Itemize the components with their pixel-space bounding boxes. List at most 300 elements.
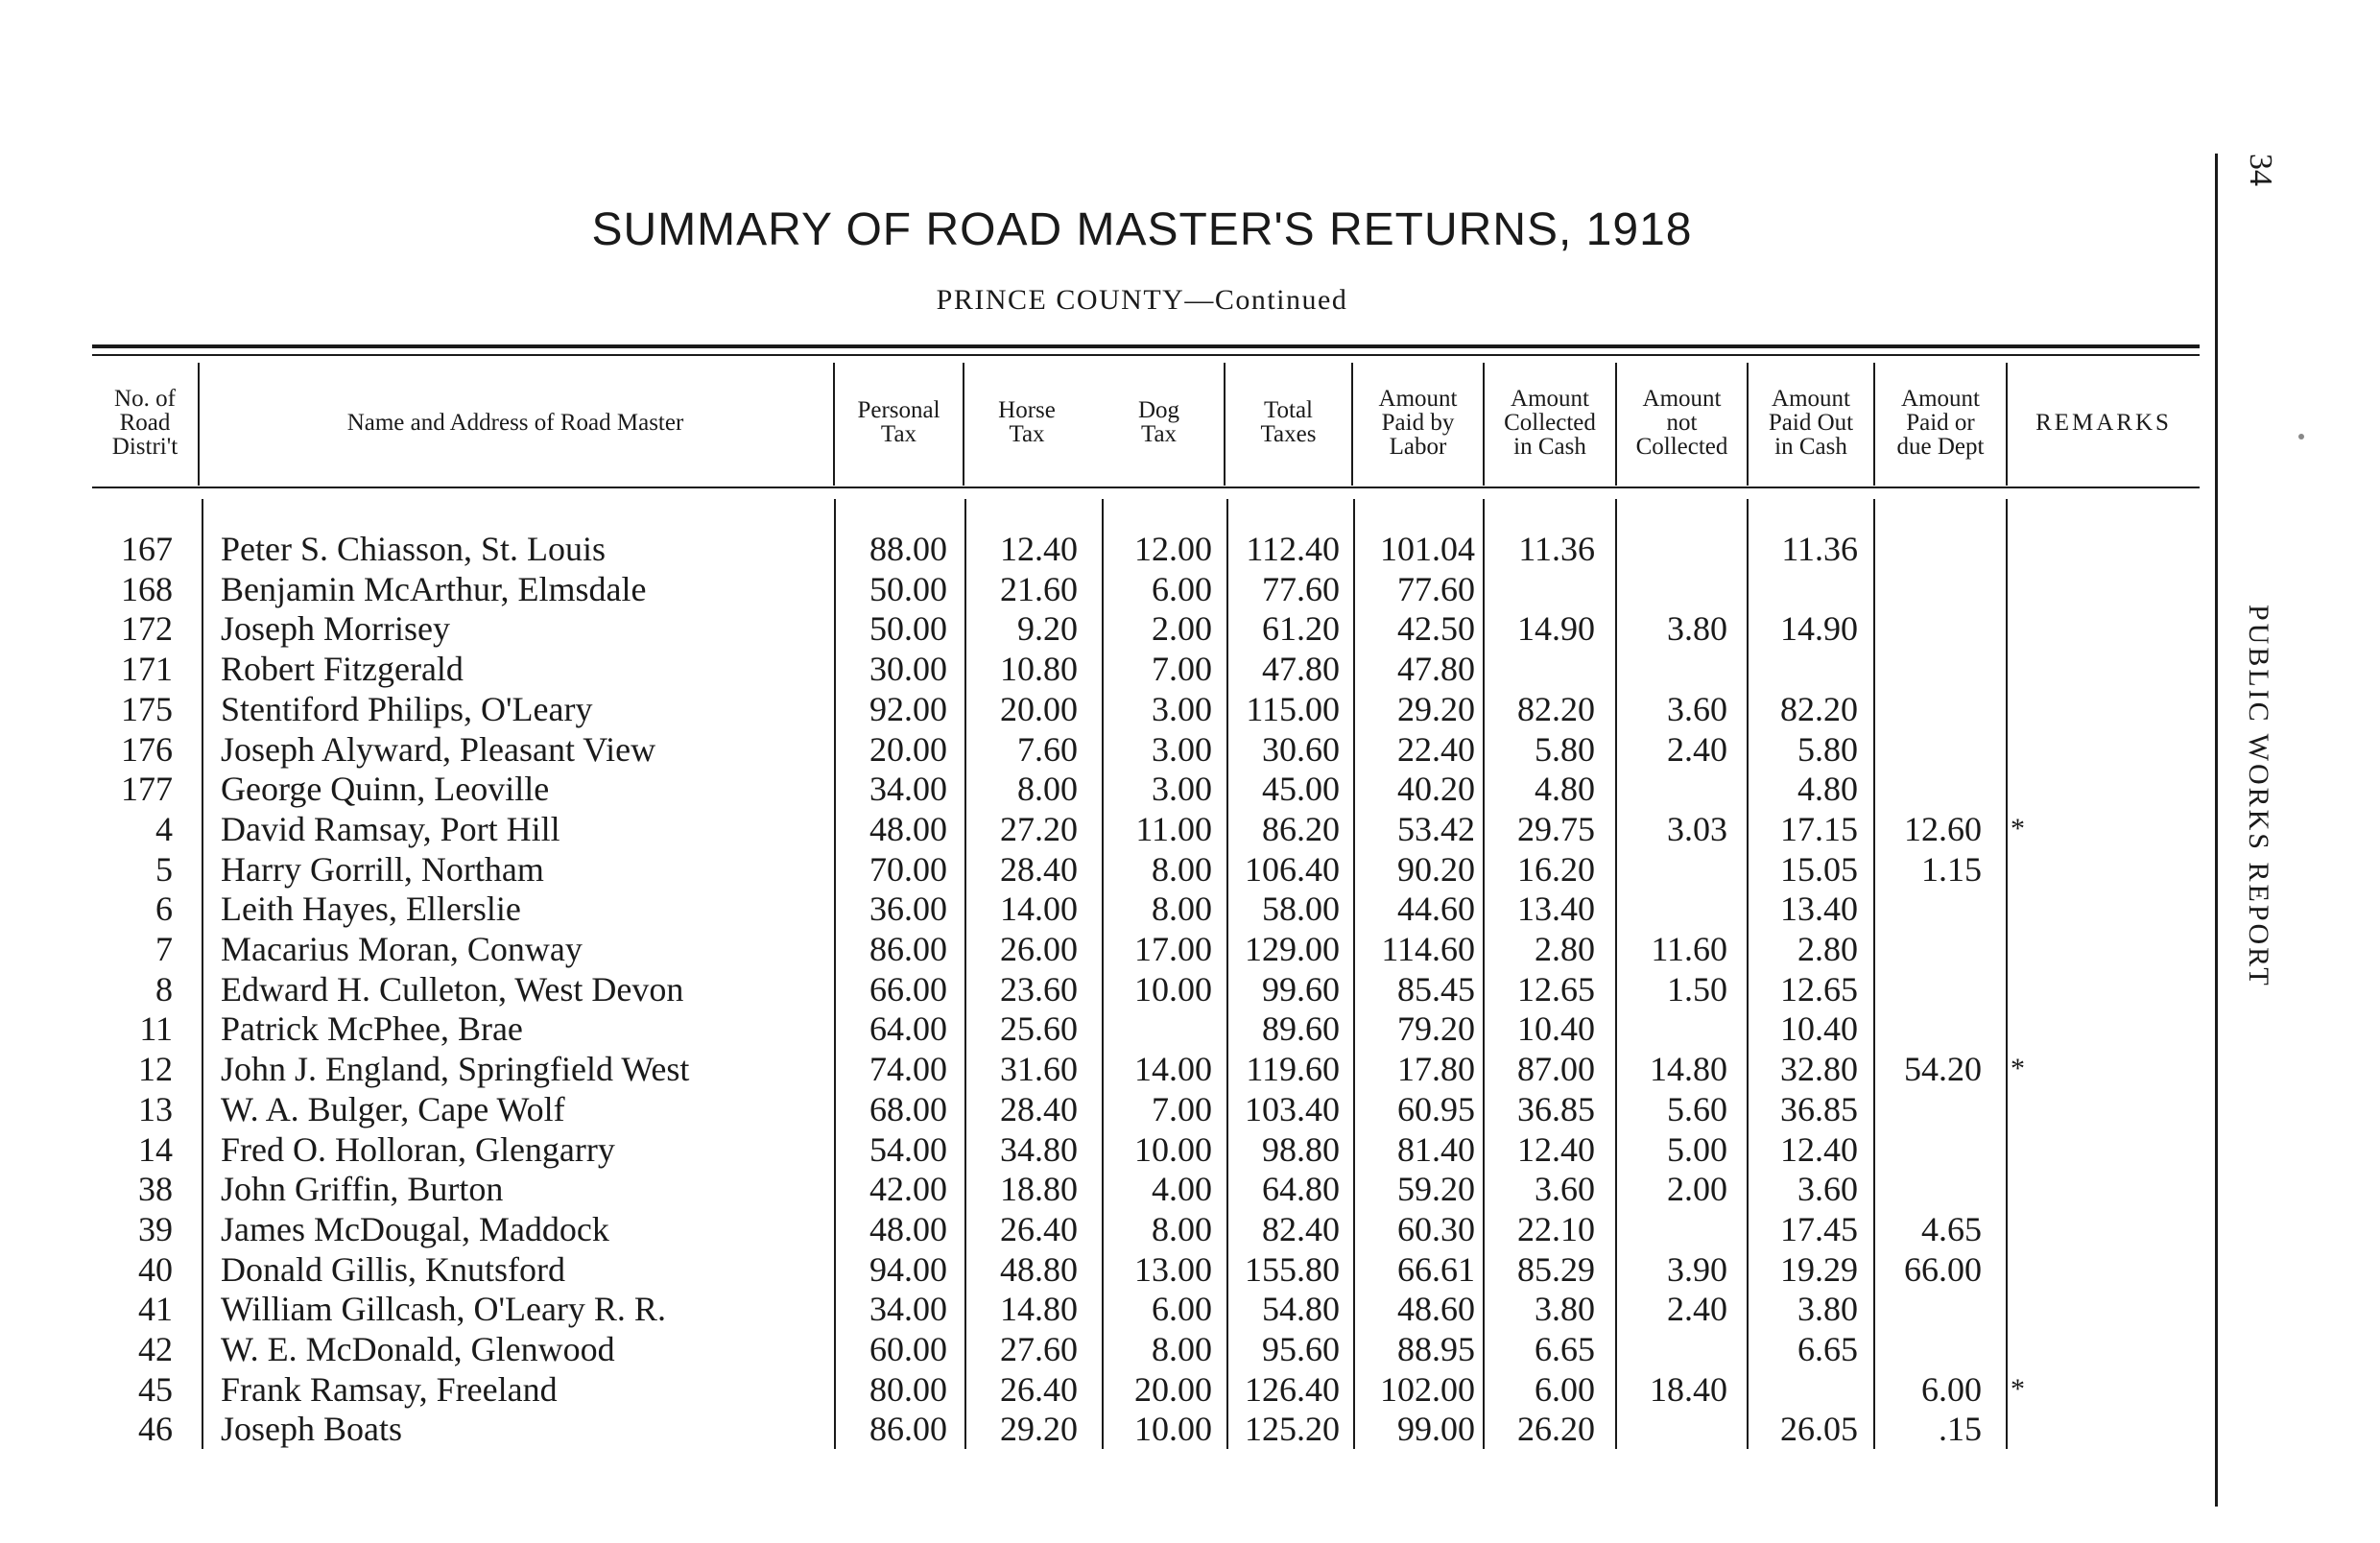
cell-dog: 8.00 (1152, 890, 1212, 928)
cell-paid-out: 12.65 (1780, 970, 1858, 1009)
cell-labor: 29.20 (1397, 690, 1475, 728)
cell-collected: 12.65 (1517, 970, 1595, 1009)
cell-name: John Griffin, Burton (221, 1170, 504, 1208)
cell-not-collected (1618, 849, 1727, 890)
cell-personal: 34.00 (869, 770, 947, 808)
cell-due-dept (1876, 1009, 1982, 1049)
cell-horse: 12.40 (1000, 530, 1078, 568)
cell-collected: 2.80 (1535, 930, 1595, 968)
cell-name: Frank Ramsay, Freeland (221, 1370, 558, 1409)
cell-dog (1104, 1009, 1212, 1049)
cell-not-collected (1618, 569, 1727, 609)
cell-not-collected: 2.40 (1667, 1290, 1727, 1328)
cell-district: 14 (138, 1130, 173, 1169)
page-title: SUMMARY OF ROAD MASTER'S RETURNS, 1918 (591, 204, 1693, 255)
cell-name: W. A. Bulger, Cape Wolf (221, 1090, 565, 1128)
cell-remark (2011, 529, 2049, 569)
cell-dog: 13.00 (1134, 1250, 1212, 1289)
cell-paid-out: 3.60 (1797, 1170, 1858, 1208)
cell-personal: 60.00 (869, 1330, 947, 1368)
header-paid-or-due-dept: Amount Paid or due Dept (1896, 385, 1985, 460)
cell-due-dept (1876, 1169, 1982, 1209)
cell-remark (2011, 969, 2049, 1009)
cell-name: Stentiford Philips, O'Leary (221, 690, 593, 728)
cell-district: 175 (121, 690, 173, 728)
cell-name: Donald Gillis, Knutsford (221, 1250, 565, 1289)
cell-horse: 14.80 (1000, 1290, 1078, 1328)
cell-not-collected (1618, 769, 1727, 809)
cell-due-dept (1876, 1329, 1982, 1369)
cell-due-dept (1876, 929, 1982, 969)
cell-horse: 31.60 (1000, 1050, 1078, 1088)
cell-horse: 26.40 (1000, 1370, 1078, 1409)
cell-horse: 9.20 (1017, 609, 1078, 648)
cell-district: 8 (155, 970, 173, 1009)
cell-collected: 4.80 (1535, 770, 1595, 808)
cell-not-collected: 3.80 (1667, 609, 1727, 648)
cell-dog: 6.00 (1152, 1290, 1212, 1328)
cell-collected: 11.36 (1518, 530, 1595, 568)
cell-labor: 88.95 (1397, 1330, 1475, 1368)
cell-total: 129.00 (1245, 930, 1340, 968)
cell-not-collected (1618, 889, 1727, 929)
table-row (0, 1169, 2207, 1209)
cell-paid-out: 26.05 (1780, 1410, 1858, 1448)
cell-not-collected (1618, 649, 1727, 689)
cell-name: Fred O. Holloran, Glengarry (221, 1130, 615, 1169)
cell-total: 30.60 (1262, 730, 1340, 769)
table-row (0, 929, 2207, 969)
cell-labor: 66.61 (1397, 1250, 1475, 1289)
cell-labor: 44.60 (1397, 890, 1475, 928)
cell-labor: 40.20 (1397, 770, 1475, 808)
cell-paid-out: 14.90 (1780, 609, 1858, 648)
cell-paid-out: 17.45 (1780, 1210, 1858, 1248)
cell-total: 77.60 (1262, 570, 1340, 608)
cell-name: Leith Hayes, Ellerslie (221, 890, 521, 928)
cell-total: 98.80 (1262, 1130, 1340, 1169)
cell-labor: 101.04 (1380, 530, 1475, 568)
cell-personal: 70.00 (869, 850, 947, 889)
table-row (0, 1409, 2207, 1449)
cell-total: 61.20 (1262, 609, 1340, 648)
cell-district: 5 (155, 850, 173, 889)
cell-not-collected: 14.80 (1650, 1050, 1727, 1088)
cell-labor: 42.50 (1397, 609, 1475, 648)
cell-personal: 66.00 (869, 970, 947, 1009)
cell-district: 7 (155, 930, 173, 968)
header-rule (92, 487, 2200, 488)
cell-labor: 85.45 (1397, 970, 1475, 1009)
cell-collected: 26.20 (1517, 1410, 1595, 1448)
cell-total: 64.80 (1262, 1170, 1340, 1208)
table-row (0, 969, 2207, 1009)
cell-dog: 11.00 (1135, 810, 1212, 848)
cell-labor: 47.80 (1397, 650, 1475, 688)
cell-due-dept (1876, 608, 1982, 649)
cell-remark (2011, 729, 2049, 770)
header-name: Name and Address of Road Master (346, 409, 684, 436)
cell-horse: 48.80 (1000, 1250, 1078, 1289)
cell-total: 125.20 (1245, 1410, 1340, 1448)
cell-labor: 99.00 (1397, 1410, 1475, 1448)
cell-due-dept: 12.60 (1904, 810, 1982, 848)
cell-personal: 64.00 (869, 1009, 947, 1048)
header-total-taxes: Total Taxes (1260, 397, 1317, 447)
cell-dog: 4.00 (1152, 1170, 1212, 1208)
cell-personal: 50.00 (869, 570, 947, 608)
cell-labor: 48.60 (1397, 1290, 1475, 1328)
cell-labor: 53.42 (1397, 810, 1475, 848)
cell-total: 54.80 (1262, 1290, 1340, 1328)
cell-due-dept (1876, 1089, 1982, 1129)
cell-personal: 92.00 (869, 690, 947, 728)
header-horse-tax: Horse Tax (998, 397, 1056, 447)
table-row (0, 889, 2207, 929)
cell-paid-out: 15.05 (1780, 850, 1858, 889)
cell-district: 12 (138, 1050, 173, 1088)
cell-total: 115.00 (1246, 690, 1340, 728)
cell-collected: 5.80 (1535, 730, 1595, 769)
cell-paid-out: 19.29 (1780, 1250, 1858, 1289)
header-remarks: REMARKS (2035, 409, 2172, 436)
cell-name: Peter S. Chiasson, St. Louis (221, 530, 607, 568)
cell-personal: 68.00 (869, 1090, 947, 1128)
cell-collected: 22.10 (1517, 1210, 1595, 1248)
cell-collected: 3.80 (1535, 1290, 1595, 1328)
cell-remark: * (2011, 1053, 2025, 1084)
cell-dog: 8.00 (1152, 1210, 1212, 1248)
cell-horse: 29.20 (1000, 1410, 1078, 1448)
cell-personal: 36.00 (869, 890, 947, 928)
cell-paid-out: 12.40 (1780, 1130, 1858, 1169)
cell-remark (2011, 608, 2049, 649)
table-row (0, 649, 2207, 689)
table-row (0, 1289, 2207, 1329)
cell-dog: 6.00 (1152, 570, 1212, 608)
cell-due-dept (1876, 729, 1982, 770)
cell-name: John J. England, Springfield West (221, 1050, 690, 1088)
cell-labor: 60.30 (1397, 1210, 1475, 1248)
cell-collected: 29.75 (1517, 810, 1595, 848)
cell-due-dept (1876, 649, 1982, 689)
cell-not-collected: 5.60 (1667, 1090, 1727, 1128)
cell-name: Macarius Moran, Conway (221, 930, 583, 968)
cell-dog: 20.00 (1134, 1370, 1212, 1409)
cell-name: Benjamin McArthur, Elmsdale (221, 570, 647, 608)
cell-horse: 27.20 (1000, 810, 1078, 848)
cell-due-dept: 1.15 (1921, 850, 1982, 889)
cell-total: 155.80 (1245, 1250, 1340, 1289)
cell-total: 89.60 (1262, 1009, 1340, 1048)
cell-district: 13 (138, 1090, 173, 1128)
cell-remark: * (2011, 813, 2025, 844)
cell-remark (2011, 1209, 2049, 1249)
cell-district: 40 (138, 1250, 173, 1289)
header-collected-in-cash: Amount Collected in Cash (1504, 385, 1596, 460)
cell-paid-out: 82.20 (1780, 690, 1858, 728)
cell-not-collected: 3.60 (1667, 690, 1727, 728)
cell-name: Edward H. Culleton, West Devon (221, 970, 684, 1009)
cell-not-collected: 2.00 (1667, 1170, 1727, 1208)
cell-remark (2011, 569, 2049, 609)
table-row (0, 1369, 2207, 1410)
cell-district: 11 (139, 1009, 173, 1048)
cell-labor: 79.20 (1397, 1009, 1475, 1048)
page-number: 34 (2243, 154, 2278, 186)
table-row (0, 1009, 2207, 1049)
cell-not-collected (1618, 1209, 1727, 1249)
cell-remark (2011, 1009, 2049, 1049)
cell-due-dept (1876, 769, 1982, 809)
cell-district: 168 (121, 570, 173, 608)
cell-not-collected: 2.40 (1667, 730, 1727, 769)
cell-remark (2011, 929, 2049, 969)
header-paid-out-in-cash: Amount Paid Out in Cash (1768, 385, 1854, 460)
cell-paid-out: 4.80 (1797, 770, 1858, 808)
cell-district: 172 (121, 609, 173, 648)
cell-dog: 12.00 (1134, 530, 1212, 568)
cell-total: 106.40 (1245, 850, 1340, 889)
cell-horse: 8.00 (1017, 770, 1078, 808)
cell-due-dept (1876, 569, 1982, 609)
cell-paid-out: 13.40 (1780, 890, 1858, 928)
cell-due-dept (1876, 529, 1982, 569)
cell-labor: 17.80 (1397, 1050, 1475, 1088)
cell-personal: 80.00 (869, 1370, 947, 1409)
cell-personal: 48.00 (869, 1210, 947, 1248)
header-district: No. of Road Distri't (111, 385, 178, 460)
cell-collected: 82.20 (1517, 690, 1595, 728)
cell-district: 177 (121, 770, 173, 808)
cell-district: 6 (155, 890, 173, 928)
header-paid-by-labor: Amount Paid by Labor (1378, 385, 1458, 460)
table-row (0, 849, 2207, 890)
cell-remark (2011, 1329, 2049, 1369)
cell-due-dept: 4.65 (1921, 1210, 1982, 1248)
table-row (0, 809, 2207, 849)
cell-collected: 12.40 (1517, 1130, 1595, 1169)
cell-paid-out: 3.80 (1797, 1290, 1858, 1328)
cell-horse: 26.00 (1000, 930, 1078, 968)
table-row (0, 769, 2207, 809)
cell-not-collected: 5.00 (1667, 1130, 1727, 1169)
cell-total: 103.40 (1245, 1090, 1340, 1128)
cell-collected: 6.00 (1535, 1370, 1595, 1409)
cell-labor: 77.60 (1397, 570, 1475, 608)
cell-paid-out: 11.36 (1781, 530, 1858, 568)
header-personal-tax: Personal Tax (857, 397, 940, 447)
cell-total: 47.80 (1262, 650, 1340, 688)
table-row (0, 569, 2207, 609)
cell-not-collected (1618, 1009, 1727, 1049)
cell-total: 86.20 (1262, 810, 1340, 848)
cell-remark (2011, 1129, 2049, 1170)
cell-horse: 10.80 (1000, 650, 1078, 688)
table-row (0, 608, 2207, 649)
cell-paid-out: 10.40 (1780, 1009, 1858, 1048)
cell-horse: 21.60 (1000, 570, 1078, 608)
paper-speck (2298, 434, 2304, 439)
cell-district: 176 (121, 730, 173, 769)
cell-paid-out (1749, 1369, 1858, 1410)
cell-total: 119.60 (1246, 1050, 1340, 1088)
cell-paid-out: 32.80 (1780, 1050, 1858, 1088)
table-row (0, 689, 2207, 729)
cell-dog: 7.00 (1152, 1090, 1212, 1128)
cell-not-collected (1618, 1409, 1727, 1449)
cell-remark (2011, 1089, 2049, 1129)
cell-due-dept (1876, 969, 1982, 1009)
cell-remark (2011, 649, 2049, 689)
cell-personal: 74.00 (869, 1050, 947, 1088)
cell-personal: 42.00 (869, 1170, 947, 1208)
cell-name: Joseph Boats (221, 1410, 402, 1448)
cell-labor: 59.20 (1397, 1170, 1475, 1208)
cell-district: 171 (121, 650, 173, 688)
cell-due-dept: 54.20 (1904, 1050, 1982, 1088)
cell-district: 167 (121, 530, 173, 568)
cell-horse: 25.60 (1000, 1009, 1078, 1048)
side-label: PUBLIC WORKS REPORT (2243, 605, 2274, 988)
cell-due-dept: .15 (1939, 1410, 1982, 1448)
cell-not-collected: 11.60 (1651, 930, 1727, 968)
cell-remark (2011, 769, 2049, 809)
cell-paid-out: 36.85 (1780, 1090, 1858, 1128)
cell-labor: 114.60 (1381, 930, 1475, 968)
cell-collected (1486, 649, 1595, 689)
cell-dog: 7.00 (1152, 650, 1212, 688)
cell-personal: 30.00 (869, 650, 947, 688)
cell-horse: 28.40 (1000, 1090, 1078, 1128)
cell-dog: 8.00 (1152, 1330, 1212, 1368)
cell-horse: 14.00 (1000, 890, 1078, 928)
cell-personal: 20.00 (869, 730, 947, 769)
cell-remark (2011, 1289, 2049, 1329)
cell-dog: 3.00 (1152, 730, 1212, 769)
cell-horse: 27.60 (1000, 1330, 1078, 1368)
cell-dog: 10.00 (1134, 970, 1212, 1009)
cell-personal: 54.00 (869, 1130, 947, 1169)
top-rule (92, 344, 2200, 348)
cell-collected: 3.60 (1535, 1170, 1595, 1208)
cell-name: Robert Fitzgerald (221, 650, 464, 688)
cell-labor: 90.20 (1397, 850, 1475, 889)
cell-district: 39 (138, 1210, 173, 1248)
cell-district: 4 (155, 810, 173, 848)
cell-horse: 20.00 (1000, 690, 1078, 728)
cell-remark (2011, 1249, 2049, 1290)
table-row (0, 1329, 2207, 1369)
cell-collected: 10.40 (1517, 1009, 1595, 1048)
cell-name: W. E. McDonald, Glenwood (221, 1330, 615, 1368)
cell-remark (2011, 1409, 2049, 1449)
cell-personal: 86.00 (869, 1410, 947, 1448)
cell-horse: 18.80 (1000, 1170, 1078, 1208)
cell-labor: 81.40 (1397, 1130, 1475, 1169)
cell-personal: 48.00 (869, 810, 947, 848)
cell-name: Patrick McPhee, Brae (221, 1009, 523, 1048)
cell-name: Joseph Morrisey (221, 609, 450, 648)
cell-collected: 85.29 (1517, 1250, 1595, 1289)
cell-horse: 23.60 (1000, 970, 1078, 1009)
cell-remark (2011, 889, 2049, 929)
cell-paid-out: 5.80 (1797, 730, 1858, 769)
cell-name: James McDougal, Maddock (221, 1210, 609, 1248)
cell-horse: 7.60 (1017, 730, 1078, 769)
cell-name: George Quinn, Leoville (221, 770, 550, 808)
cell-personal: 50.00 (869, 609, 947, 648)
cell-total: 95.60 (1262, 1330, 1340, 1368)
cell-remark (2011, 849, 2049, 890)
cell-not-collected: 3.90 (1667, 1250, 1727, 1289)
table-row (0, 1089, 2207, 1129)
cell-total: 126.40 (1245, 1370, 1340, 1409)
cell-horse: 34.80 (1000, 1130, 1078, 1169)
cell-paid-out (1749, 649, 1858, 689)
cell-due-dept: 6.00 (1921, 1370, 1982, 1409)
cell-not-collected (1618, 529, 1727, 569)
cell-due-dept (1876, 689, 1982, 729)
cell-personal: 94.00 (869, 1250, 947, 1289)
cell-personal: 34.00 (869, 1290, 947, 1328)
cell-horse: 28.40 (1000, 850, 1078, 889)
cell-collected: 14.90 (1517, 609, 1595, 648)
cell-not-collected: 3.03 (1667, 810, 1727, 848)
cell-labor: 22.40 (1397, 730, 1475, 769)
cell-remark (2011, 1169, 2049, 1209)
cell-collected: 36.85 (1517, 1090, 1595, 1128)
cell-total: 45.00 (1262, 770, 1340, 808)
cell-labor: 60.95 (1397, 1090, 1475, 1128)
cell-name: William Gillcash, O'Leary R. R. (221, 1290, 666, 1328)
cell-total: 99.60 (1262, 970, 1340, 1009)
cell-labor: 102.00 (1380, 1370, 1475, 1409)
cell-personal: 86.00 (869, 930, 947, 968)
cell-due-dept (1876, 1129, 1982, 1170)
cell-paid-out (1749, 569, 1858, 609)
table-row (0, 1249, 2207, 1290)
cell-remark (2011, 689, 2049, 729)
cell-dog: 8.00 (1152, 850, 1212, 889)
cell-dog: 17.00 (1134, 930, 1212, 968)
cell-dog: 3.00 (1152, 770, 1212, 808)
cell-due-dept: 66.00 (1904, 1250, 1982, 1289)
cell-total: 82.40 (1262, 1210, 1340, 1248)
cell-paid-out: 17.15 (1780, 810, 1858, 848)
cell-not-collected: 18.40 (1650, 1370, 1727, 1409)
cell-collected: 6.65 (1535, 1330, 1595, 1368)
cell-name: Joseph Alyward, Pleasant View (221, 730, 656, 769)
top-rule-thin (92, 354, 2200, 356)
cell-district: 42 (138, 1330, 173, 1368)
cell-total: 58.00 (1262, 890, 1340, 928)
cell-name: David Ramsay, Port Hill (221, 810, 560, 848)
table-row (0, 1049, 2207, 1089)
cell-collected (1486, 569, 1595, 609)
table-row (0, 729, 2207, 770)
cell-dog: 10.00 (1134, 1130, 1212, 1169)
cell-dog: 14.00 (1134, 1050, 1212, 1088)
cell-district: 46 (138, 1410, 173, 1448)
cell-paid-out: 6.65 (1797, 1330, 1858, 1368)
cell-due-dept (1876, 889, 1982, 929)
cell-name: Harry Gorrill, Northam (221, 850, 544, 889)
cell-not-collected: 1.50 (1667, 970, 1727, 1009)
cell-collected: 16.20 (1517, 850, 1595, 889)
margin-rule (2215, 154, 2218, 1507)
table-row (0, 1209, 2207, 1249)
